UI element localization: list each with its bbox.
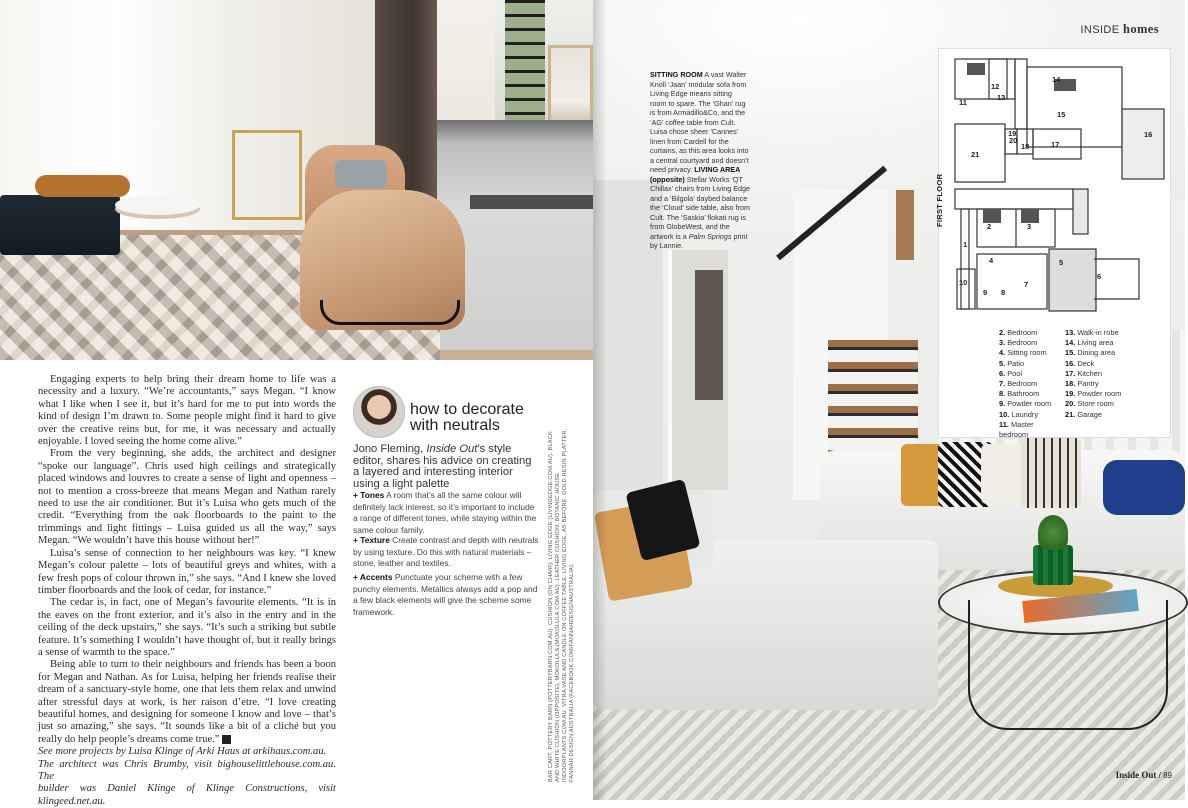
legend-label: Laundry [1011, 409, 1039, 419]
tip-text: Punctuate your scheme with a few punchy elements. Metallics always add a pop and a few black elements will give the scheme some framework. [353, 572, 538, 617]
room-number: 11 [959, 98, 967, 107]
legend-item [999, 369, 1057, 379]
photo-stair-timber [896, 190, 914, 260]
intro-rest: ’s style editor, shares his advice on creating a layered and interesting interior using a light palette [353, 443, 532, 490]
intro-name: Jono Fleming, [353, 443, 427, 455]
credit-line: The architect was Chris Brumby, visit bighouselittlehouse.com.au. The [38, 758, 336, 782]
legend-item [1065, 399, 1165, 409]
legend-number: 17. [1065, 368, 1076, 378]
room-number: 16 [1144, 130, 1153, 139]
photo-chair-frame [320, 300, 460, 325]
room-number: 19 [1008, 129, 1017, 138]
legend-item [999, 410, 1057, 420]
legend-item [999, 348, 1057, 358]
photo-daybed [0, 195, 120, 255]
legend-number: 10. [999, 409, 1010, 419]
legend-label: Master bedroom [999, 419, 1034, 440]
legend-label: Patio [1007, 358, 1025, 368]
photo-door [695, 270, 723, 400]
legend-label: Bedroom [1007, 379, 1038, 389]
room-number: 14 [1052, 75, 1061, 84]
photo-vase [1033, 545, 1073, 585]
caption-artwork: Palm Springs [688, 231, 732, 241]
legend-label: Pantry [1077, 379, 1099, 389]
photo-louvres [505, 0, 545, 120]
legend-item [1065, 328, 1165, 338]
paragraph: Luisa’s sense of connection to her neighbours was key. “I knew Megan’s colour palette – lots of beautiful greys and whites, with a few fresh pops of colour thrown in,” she says. “And I knew she loved timber floorboards and the look of cedar, for instance.” [38, 547, 336, 596]
sidebar-intro [353, 444, 538, 490]
room-number: 4 [989, 256, 994, 265]
room-number: 12 [991, 82, 1000, 91]
caption-text: A vast Walter Knoll ‘Jaan’ modular sofa from Living Edge means sitting room to spare. The ‘Ghan’ rug is from Armadillo&Co, and the ‘AG’ coffee table from Cult. Luisa chose sheer ‘Cannes’ linen from Cardell for the curtains, as this area looks into a central courtyard and doesn’t need privacy. [650, 70, 749, 174]
room-number: 20 [1009, 136, 1018, 145]
legend-number: 4. [999, 348, 1006, 358]
end-mark-icon: IO [222, 735, 231, 744]
legend-number: 20. [1065, 399, 1076, 409]
page-folio [1116, 770, 1172, 780]
legend-number: 11. [999, 419, 1009, 429]
room-number: 2 [987, 222, 992, 231]
legend-item [1065, 369, 1165, 379]
caption-title: LIVING AREA (opposite) [650, 165, 741, 184]
legend-label: Walk-in robe [1077, 328, 1119, 337]
legend-number: 16. [1065, 358, 1076, 368]
photo-throw-blue [1103, 460, 1185, 515]
legend-column [999, 328, 1057, 440]
photo-side-table [115, 195, 200, 215]
tip-label: + Tones [353, 490, 385, 500]
legend-item [999, 420, 1057, 440]
legend-label: Pool [1007, 368, 1023, 378]
credit-line: See more projects by Luisa Klinge of Arki Haus at arkihaus.com.au. [38, 746, 327, 758]
room-number: 5 [1059, 258, 1064, 267]
legend-item [999, 379, 1057, 389]
legend-item [1065, 359, 1165, 369]
caption-text: Stellar Works ‘QT Chillax’ chairs from Living Edge and a ‘Bilgola’ daybed balance the ‘Cloud’ side table, also from Cult. The ‘Saskia’ flokati rug is from GlobeWest, and the artwork is a [650, 174, 751, 241]
room-number: 13 [997, 93, 1006, 102]
first-floor-text: FIRST FLOOR [935, 173, 944, 227]
photo-plant [1038, 515, 1068, 550]
legend-number: 2. [999, 328, 1006, 337]
sidebar-heading: how to decorate with neutrals [410, 401, 524, 434]
legend-number: 5. [999, 358, 1006, 368]
room-number: 15 [1057, 110, 1066, 119]
photo-shelf [470, 195, 593, 209]
section-label [1080, 22, 1159, 37]
product-credits [548, 420, 588, 800]
tip-label: + Texture [353, 535, 390, 545]
tip-texture [353, 535, 541, 570]
photo-bolster [35, 175, 130, 197]
legend-label: Deck [1077, 358, 1095, 368]
legend-item [999, 338, 1057, 348]
first-floor-label [935, 157, 955, 237]
paragraph: From the very beginning, she adds, the architect and designer “spoke our language”. Chris used high ceilings and strategically placed windows and louvres to create a sense of light and openness – not to mention a cross-breeze that means Megan and Nathan rarely need to use the air conditioner. But it’s Luisa who gets much of the credit. “Everything from the oak floorboards to the paint to the trimmings and light fittings – Luisa guided us all the way,” says Megan. “We wouldn’t have this house without her!” [38, 448, 336, 547]
legend-label: Bedroom [1007, 338, 1038, 348]
legend-item [1065, 379, 1165, 389]
legend-item [999, 359, 1057, 369]
room-number: 10 [959, 278, 968, 287]
left-page [0, 0, 593, 807]
room-number: 21 [971, 150, 980, 159]
folio-magazine: Inside Out [1115, 770, 1157, 780]
photo-pillow-kilim [1021, 438, 1081, 508]
photo-bar-cart [232, 130, 302, 220]
legend-item [999, 399, 1057, 409]
legend-number: 13. [1065, 328, 1076, 337]
legend-item [999, 389, 1057, 399]
floor-plan-drawing [939, 49, 1172, 324]
section-label-inside: INSIDE [1080, 24, 1120, 36]
tip-text: Create contrast and depth with neutrals by using texture. Do this with natural materials – stone, leather and textiles. [353, 535, 539, 568]
intro-magazine: Inside Out [426, 443, 478, 455]
legend-item [1065, 338, 1165, 348]
room-number: 7 [1024, 280, 1029, 289]
legend-label: Dining area [1077, 348, 1116, 358]
floor-plan [935, 48, 1171, 440]
paragraph: The cedar is, in fact, one of Megan’s favourite elements. “It is in the eaves on the front exterior, and it’s also in the entry and in the ceiling of the deck upstairs,” she says. “It’s such a striking but subtle feature. It’s something I wouldn’t have thought of, but it really brings a sense of warmth to the space.” [38, 597, 336, 658]
legend-number: 18. [1065, 379, 1076, 389]
photo-caption [650, 70, 750, 251]
legend-label: Bedroom [1007, 328, 1038, 337]
legend-item [1065, 389, 1165, 399]
legend-label: Bathroom [1007, 389, 1040, 399]
legend-number: 19. [1065, 389, 1076, 399]
living-area-photo [0, 0, 593, 360]
legend-label: Sitting room [1007, 348, 1047, 358]
article-body [38, 374, 336, 808]
legend-label: Powder room [1077, 389, 1122, 399]
room-number: 18 [1021, 142, 1030, 151]
folio-number: / 89 [1156, 771, 1172, 780]
caption-text: print by Lannie. [650, 231, 748, 250]
floor-plan-legend [999, 328, 1169, 440]
photo-cushion [335, 160, 387, 188]
legend-number: 6. [999, 368, 1006, 378]
room-number: 3 [1027, 222, 1032, 231]
photo-table-frame [968, 600, 1168, 730]
legend-number: 9. [999, 399, 1006, 409]
room-number: 17 [1051, 140, 1060, 149]
right-page [593, 0, 1185, 800]
room-number: 9 [983, 288, 988, 297]
room-number: 8 [1001, 288, 1006, 297]
tip-label: + Accents [353, 572, 393, 582]
legend-item [999, 328, 1057, 338]
legend-label: Kitchen [1077, 368, 1102, 378]
credit-line: builder was Daniel Klinge of Klinge Constructions, visit klingeed.net.au. [38, 783, 336, 807]
legend-number: 8. [999, 389, 1006, 399]
legend-label: Powder room [1007, 399, 1052, 409]
legend-label: Store room [1077, 399, 1114, 409]
legend-number: 3. [999, 338, 1006, 348]
tip-accents [353, 572, 541, 618]
room-number: 1 [963, 240, 968, 249]
paragraph: Engaging experts to help bring their dream home to life was a necessity and a luxury. “We’re accountants,” says Megan. “I know what I like when I see it, but it’s hard for me to put into words the kind of design I’m drawn to. Some people might find it hard to give over the creative reins but, for me, it was necessary and actually enjoyable. I loved seeing the home come alive.” [38, 374, 336, 448]
legend-item [1065, 348, 1165, 358]
tip-tones [353, 490, 541, 536]
caption-title: SITTING ROOM [650, 70, 703, 79]
legend-label: Living area [1077, 338, 1114, 348]
legend-number: 7. [999, 379, 1006, 389]
section-label-homes: homes [1122, 22, 1159, 36]
legend-column [1065, 328, 1165, 440]
paragraph [38, 659, 336, 746]
legend-label: Garage [1077, 409, 1102, 419]
legend-number: 21. [1065, 409, 1076, 419]
product-credits-text: BAR CART, POTTERY BARN (POTTERYBARN.COM.AU). CUSHION (ON CHAIR), LIVING EDGE (LIVINGEDGE.COM.AU). BLACK AND WHITE CUSHION (OPPOSITE), MOKOLULA (MOKOLULA.COM.AU). LEATHER CUSHION, BOTANIC HOUSE. INDOORPLANTS.COM.AU. VITRA VASE AND CANDLE ON COFFEE TABLE, LIVING EDGE, AS BEFORE. GOLD RESIN PLATTER, FANNAH DESIGN AUSTRALIA (FACEBOOK.COM/FANNAHDESIGNAUSTRALIA). [548, 428, 575, 782]
room-number: 6 [1097, 272, 1102, 281]
legend-number: 14. [1065, 338, 1076, 348]
legend-number: 15. [1065, 348, 1076, 358]
legend-item [1065, 410, 1165, 420]
tip-text: A room that’s all the same colour will definitely lack interest, so it’s important to include a range of different tones, while staying within the same colour family. [353, 490, 537, 535]
page-gutter-shadow [593, 0, 607, 800]
paragraph-text: Being able to turn to their neighbours and friends has been a boon for Megan and Nathan. As for Luisa, helping her friends realise their dream of a sanctuary-style home, one that lets them relax and unwind after stressful days at work, is her raison d’etre. “I love creating beautiful homes, and designing for someone I know and love – that’s just so amazing,” she says. “It sounds like a bit of a cliché but you really do help people’s dreams come true.” [38, 659, 336, 745]
avatar [353, 386, 405, 438]
